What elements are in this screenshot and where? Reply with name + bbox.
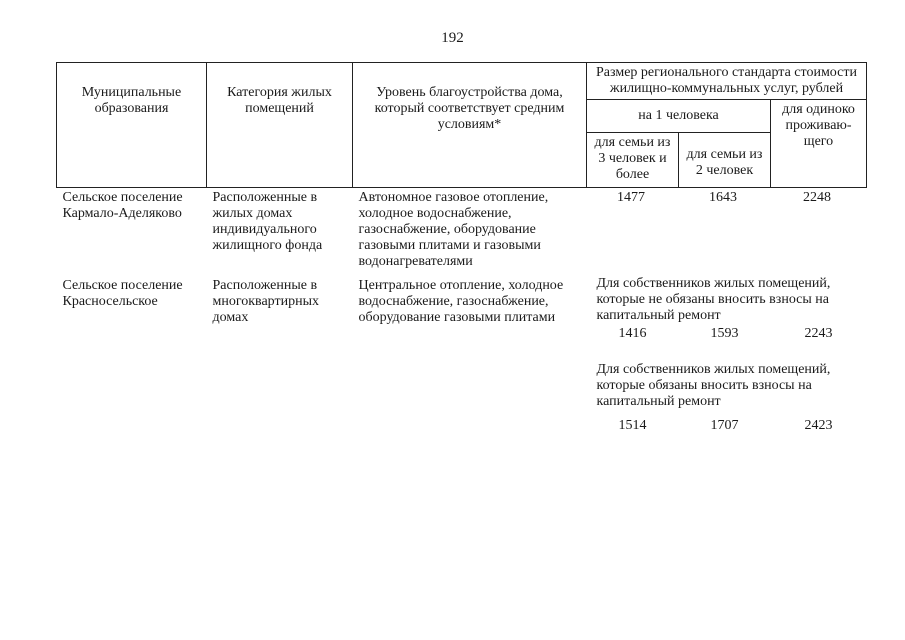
table-row (57, 188, 867, 277)
row-comfort: Центральное отопление, холодное водоснабжение, газоснабжение, оборудование газовыми плитами (358, 278, 564, 325)
row-comfort: Автономное газовое отопление, холодное водоснабжение, газоснабжение, оборудование газовыми плитами и газовыми водонагревателями (358, 190, 549, 269)
row-category: Расположенные в многоквартирных домах (212, 278, 320, 325)
group-family2-value: 1593 (710, 326, 739, 341)
group-single-value: 2423 (804, 418, 833, 433)
row-single-value: 2248 (803, 190, 831, 205)
group-note: Для собственников жилых помещений, которые не обязаны вносить взносы на капитальный ремонт (596, 276, 831, 323)
group-single-value: 2243 (804, 326, 833, 341)
group-family2-value: 1707 (710, 418, 739, 433)
group-family3-value: 1514 (618, 418, 647, 433)
group-values (587, 418, 867, 434)
header-family3: для семьи из 3 человек и более (587, 133, 679, 188)
page-number: 192 (441, 30, 464, 46)
group-values (587, 326, 867, 342)
row-family3-value: 1477 (617, 190, 645, 205)
header-municipality: Муниципальные образования (57, 63, 207, 188)
header-comfort-level: Уровень благоустройства дома, который соответствует средним условиям* (353, 63, 587, 188)
header-standard-size: Размер регионального стандарта стоимости жилищно-коммунальных услуг, рублей (587, 63, 867, 100)
row-category: Расположенные в жилых домах индивидуального жилищного фонда (212, 190, 323, 253)
row-municipality: Сельское поселение Красносельское (62, 278, 183, 309)
header-single: для одиноко проживаю-щего (771, 100, 867, 188)
row-municipality: Сельское поселение Кармало-Аделяково (62, 190, 183, 221)
table-row (57, 276, 867, 434)
header-per-person: на 1 человека (587, 100, 771, 133)
header-family2: для семьи из 2 человек (679, 133, 771, 188)
row-family2-value: 1643 (709, 190, 737, 205)
group-note: Для собственников жилых помещений, которые обязаны вносить взносы на капитальный ремонт (596, 362, 831, 409)
group-spacer (587, 342, 867, 362)
header-category: Категория жилых помещений (207, 63, 353, 188)
standards-table (56, 62, 867, 434)
owner-groups (587, 276, 867, 434)
group-family3-value: 1416 (618, 326, 647, 341)
